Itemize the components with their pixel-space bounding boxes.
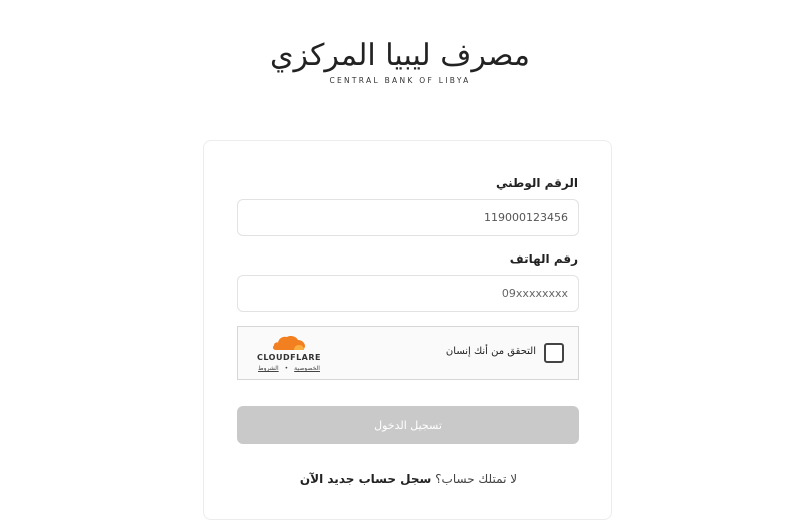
login-card [203, 140, 612, 520]
cloudflare-branding [256, 335, 322, 372]
phone-input[interactable] [237, 275, 579, 312]
logo-english-name: CENTRAL BANK OF LIBYA [329, 76, 471, 85]
captcha-checkbox[interactable] [544, 343, 564, 363]
captcha-privacy-link[interactable]: الخصوصية [294, 365, 320, 372]
logo-arabic-name: مصرف ليبيا المركزي [270, 38, 530, 73]
national-id-label: الرقم الوطني [495, 176, 578, 190]
separator-dot: • [284, 365, 289, 372]
national-id-input[interactable] [237, 199, 579, 236]
cloudflare-wordmark: CLOUDFLARE [257, 353, 321, 362]
captcha-terms-link[interactable]: الشروط [258, 365, 279, 372]
register-prompt [204, 472, 613, 486]
login-button[interactable]: تسجيل الدخول [237, 406, 579, 444]
captcha-label: التحقق من أنك إنسان [445, 346, 536, 357]
captcha-widget [237, 326, 579, 380]
register-link[interactable]: سجل حساب جديد الآن [299, 472, 432, 486]
bank-logo [0, 36, 800, 85]
register-prompt-text: لا تمتلك حساب؟ [435, 472, 518, 486]
phone-label: رقم الهاتف [509, 252, 578, 266]
cloudflare-cloud-icon [272, 335, 306, 351]
